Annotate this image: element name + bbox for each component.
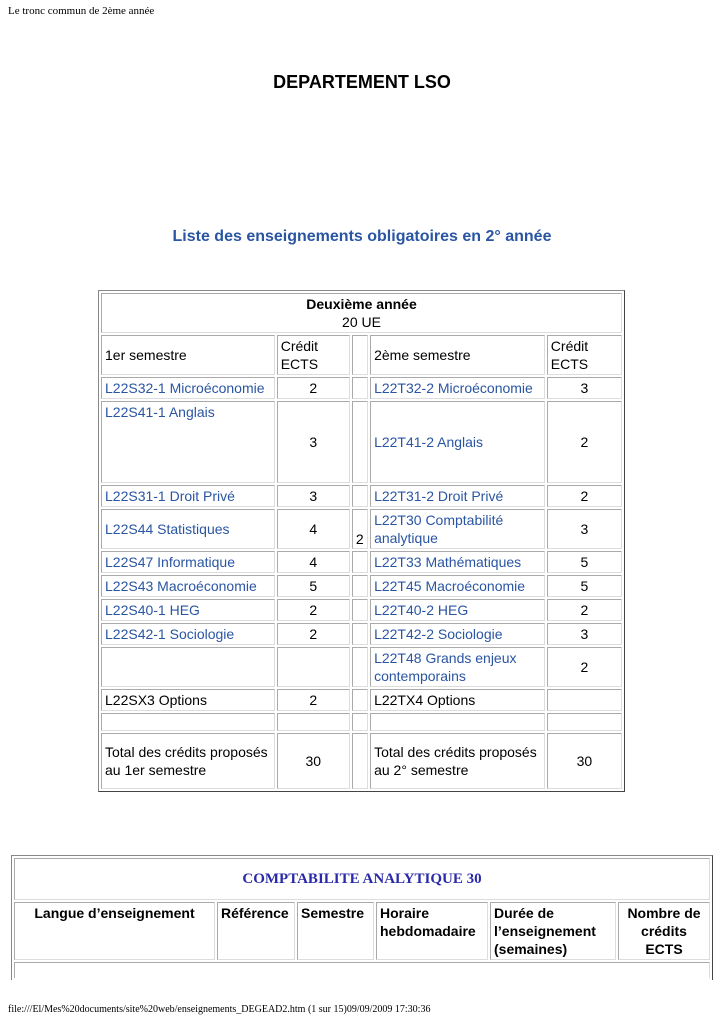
col-header-credit2: Crédit ECTS xyxy=(547,335,622,375)
empty-cell xyxy=(277,713,350,731)
course-link-s2[interactable]: L22T45 Macroéconomie xyxy=(370,575,545,597)
course-link-s1[interactable]: L22S42-1 Sociologie xyxy=(101,623,275,645)
course-link-s2[interactable]: L22T41-2 Anglais xyxy=(370,401,545,483)
empty-cell xyxy=(277,647,350,687)
spacer-cell xyxy=(352,689,368,711)
col-header-semester2: 2ème semestre xyxy=(370,335,545,375)
table-heading-cell xyxy=(101,293,622,333)
spacer-cell xyxy=(352,713,368,731)
empty-cell xyxy=(547,713,622,731)
course-link-s2[interactable]: L22T33 Mathématiques xyxy=(370,551,545,573)
credit-s1: 4 xyxy=(277,509,350,549)
credit-s1: 3 xyxy=(277,485,350,507)
col-header-credit1: Crédit ECTS xyxy=(277,335,350,375)
col-header-schedule: Horaire hebdomadaire xyxy=(376,902,488,960)
total-label-s2: Total des crédits proposés au 2° semestre xyxy=(370,733,545,789)
credit-s2: 5 xyxy=(547,575,622,597)
col-header-duration: Durée de l’enseignement (semaines) xyxy=(490,902,616,960)
total-value-s1: 30 xyxy=(277,733,350,789)
col-header-credits: Nombre de crédits ECTS xyxy=(618,902,710,960)
col-header-semester1: 1er semestre xyxy=(101,335,275,375)
credit-s2: 3 xyxy=(547,377,622,399)
credit-s1: 3 xyxy=(277,401,350,483)
page-footer: file:///El/Mes%20documents/site%20web/enseignements_DEGEAD2.htm (1 sur 15)09/09/2009 17:30:36 xyxy=(8,1004,431,1015)
spacer-cell xyxy=(352,575,368,597)
credit-s1: 4 xyxy=(277,551,350,573)
course-link-s1[interactable]: L22S40-1 HEG xyxy=(101,599,275,621)
course-link-s2[interactable]: L22T31-2 Droit Privé xyxy=(370,485,545,507)
course-link-s1[interactable]: L22S31-1 Droit Privé xyxy=(101,485,275,507)
spacer-cell xyxy=(352,599,368,621)
credit-s1: 2 xyxy=(277,377,350,399)
table-heading: Deuxième année xyxy=(306,296,417,312)
course-link-s2[interactable]: L22T48 Grands enjeux contemporains xyxy=(370,647,545,687)
spacer-cell xyxy=(352,485,368,507)
course-link-s2[interactable]: L22T42-2 Sociologie xyxy=(370,623,545,645)
spacer-cell xyxy=(352,623,368,645)
course-link-s1[interactable]: L22S43 Macroéconomie xyxy=(101,575,275,597)
table-continuation xyxy=(14,962,710,978)
course-link-s2[interactable]: L22T30 Comptabilité analytique xyxy=(370,509,545,549)
credit-s2: 2 xyxy=(547,401,622,483)
course-link-s2[interactable]: L22T40-2 HEG xyxy=(370,599,545,621)
col-header-language: Langue d’enseignement xyxy=(14,902,215,960)
credit-s2: 3 xyxy=(547,623,622,645)
total-label-s1: Total des crédits proposés au 1er semestre xyxy=(101,733,275,789)
page-header: Le tronc commun de 2ème année xyxy=(8,5,155,17)
empty-cell xyxy=(547,689,622,711)
stray-digit: 2 xyxy=(355,531,364,547)
empty-cell xyxy=(101,647,275,687)
page-title: DEPARTEMENT LSO xyxy=(273,72,451,92)
spacer-cell xyxy=(352,401,368,483)
accounting-table xyxy=(11,855,713,980)
options-s2: L22TX4 Options xyxy=(370,689,545,711)
spacer-col-header xyxy=(352,335,368,375)
col-header-semester: Semestre xyxy=(297,902,374,960)
credit-s2: 5 xyxy=(547,551,622,573)
credit-s1: 5 xyxy=(277,575,350,597)
course-link-s1[interactable]: L22S47 Informatique xyxy=(101,551,275,573)
course-link-s1[interactable]: L22S41-1 Anglais xyxy=(101,401,275,483)
credit-s2: 2 xyxy=(547,647,622,687)
course-link-s1[interactable]: L22S44 Statistiques xyxy=(101,509,275,549)
options-credit-s1: 2 xyxy=(277,689,350,711)
options-s1: L22SX3 Options xyxy=(101,689,275,711)
empty-cell xyxy=(370,713,545,731)
course-link-s1[interactable]: L22S32-1 Microéconomie xyxy=(101,377,275,399)
credit-s2: 2 xyxy=(547,485,622,507)
spacer-cell xyxy=(352,647,368,687)
accounting-table-title: COMPTABILITE ANALYTIQUE 30 xyxy=(14,858,710,900)
courses-table xyxy=(98,290,625,792)
credit-s1: 2 xyxy=(277,623,350,645)
spacer-cell xyxy=(352,551,368,573)
spacer-cell xyxy=(352,509,368,549)
credit-s1: 2 xyxy=(277,599,350,621)
spacer-cell xyxy=(352,377,368,399)
section-subtitle: Liste des enseignements obligatoires en 2° année xyxy=(172,228,552,245)
table-subheading: 20 UE xyxy=(342,314,381,330)
credit-s2: 2 xyxy=(547,599,622,621)
empty-cell xyxy=(101,713,275,731)
total-value-s2: 30 xyxy=(547,733,622,789)
col-header-reference: Référence xyxy=(217,902,295,960)
credit-s2: 3 xyxy=(547,509,622,549)
course-link-s2[interactable]: L22T32-2 Microéconomie xyxy=(370,377,545,399)
spacer-cell xyxy=(352,733,368,789)
